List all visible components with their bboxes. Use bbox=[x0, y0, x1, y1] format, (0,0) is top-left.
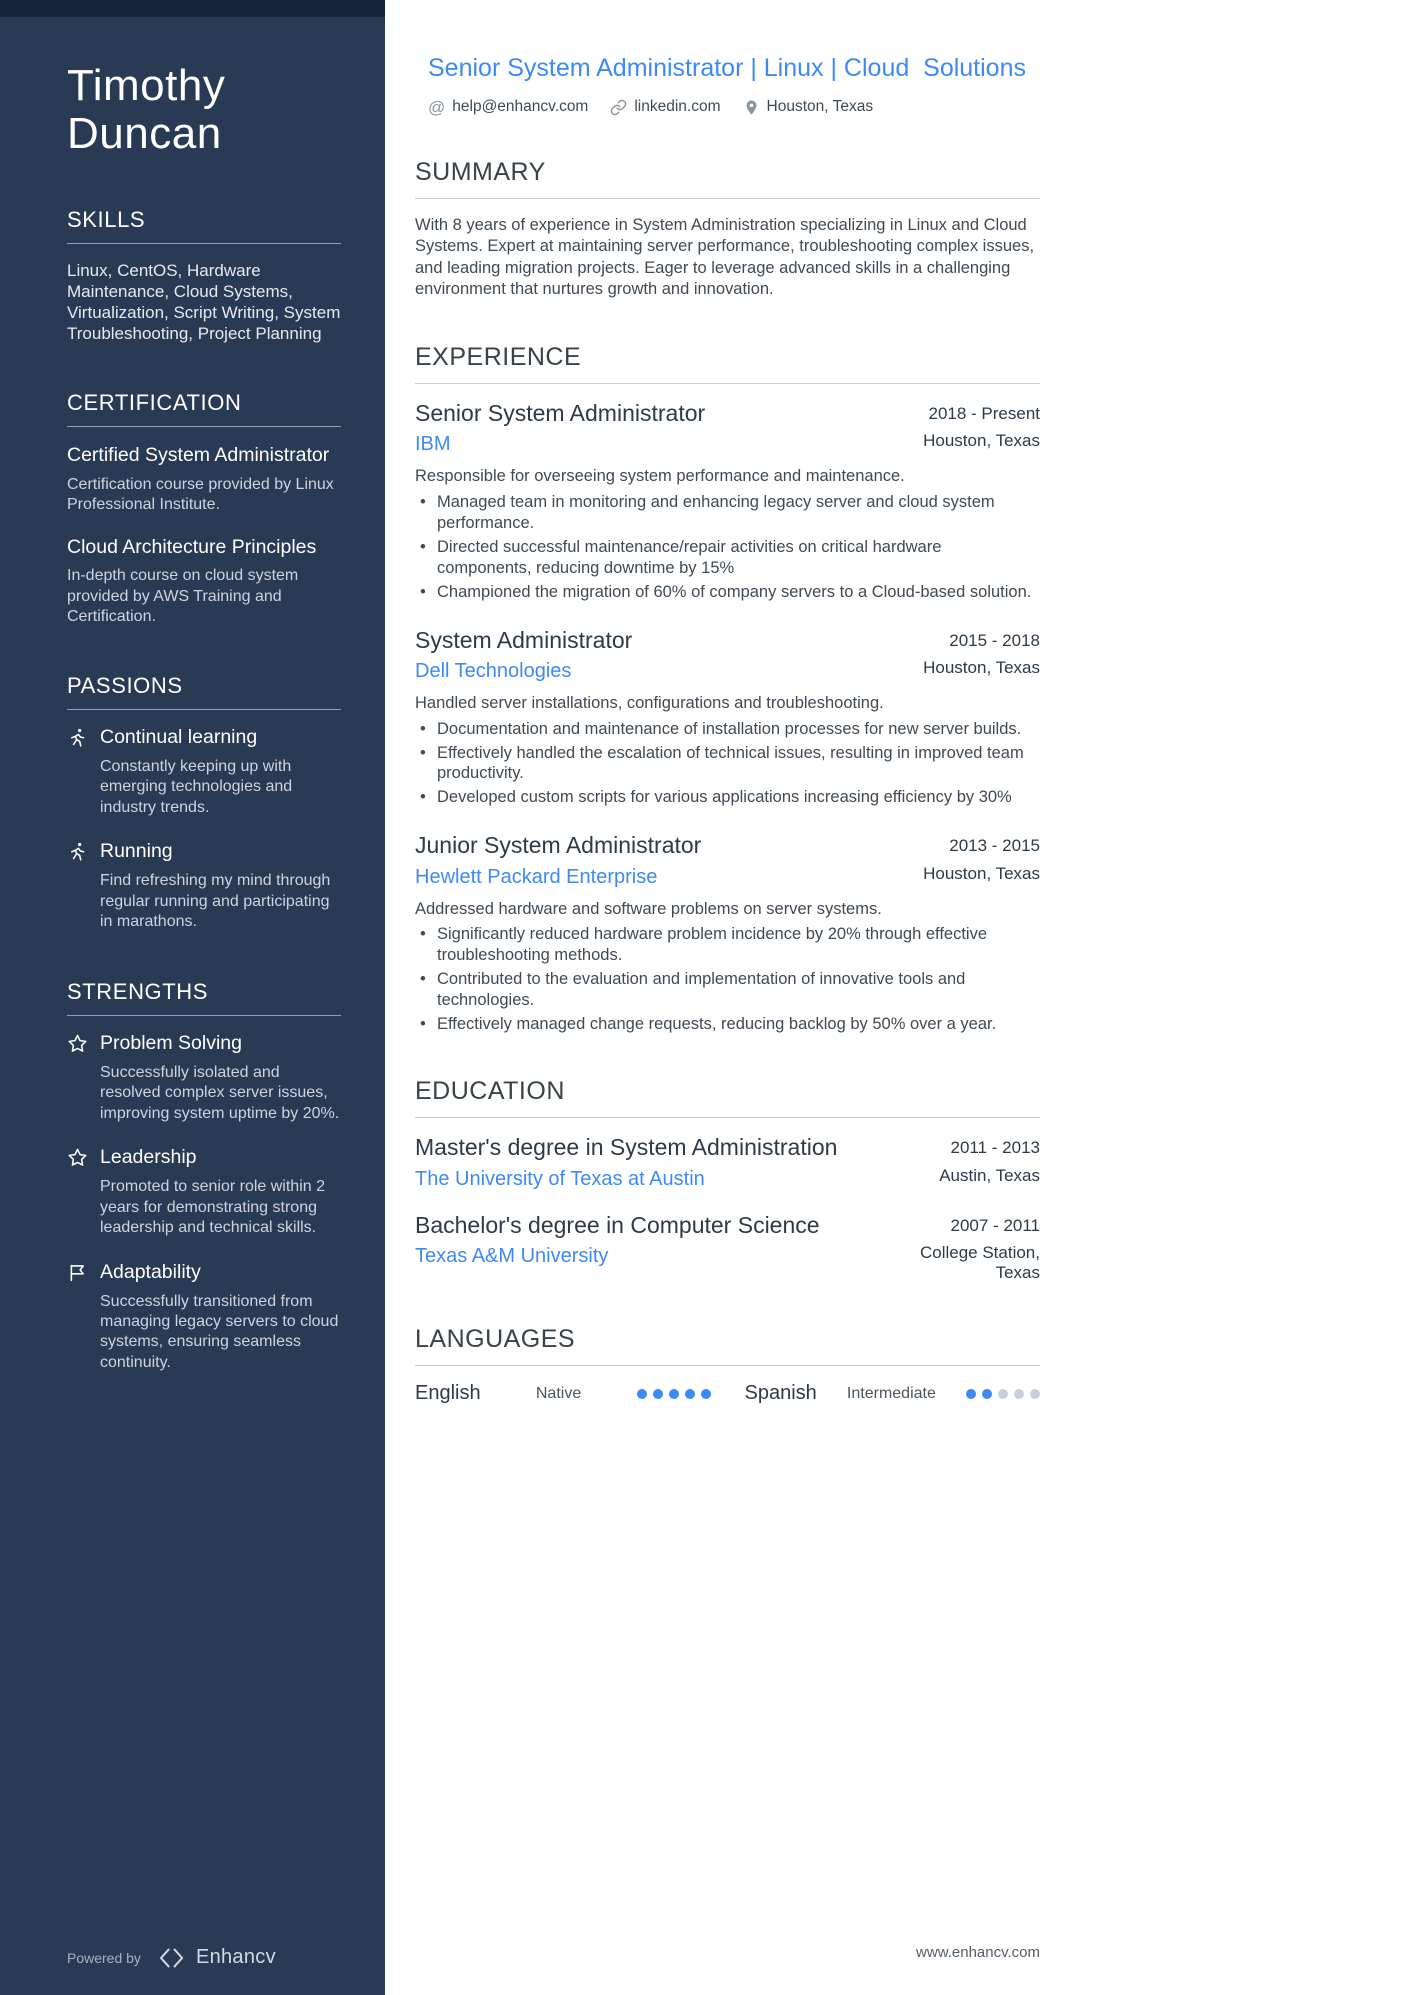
dot-filled bbox=[653, 1389, 663, 1399]
language-proficiency-dots bbox=[966, 1389, 1040, 1399]
runner-icon bbox=[67, 727, 88, 748]
certification-item bbox=[67, 443, 341, 515]
job-bullet: • Directed successful maintenance/repair activities on critical hardware components, reducing downtime by 15% bbox=[415, 537, 1040, 579]
skills-section-title: SKILLS bbox=[67, 207, 341, 244]
certification-section bbox=[67, 390, 341, 627]
sidebar bbox=[0, 0, 385, 1995]
degree-name: Bachelor's degree in Computer Science bbox=[415, 1211, 820, 1238]
education-section-title: EDUCATION bbox=[415, 1077, 1040, 1118]
languages-section-title: LANGUAGES bbox=[415, 1325, 1040, 1366]
job-entry bbox=[415, 832, 1040, 1035]
language-level: Native bbox=[535, 1384, 582, 1402]
job-dates: 2013 - 2015 bbox=[949, 836, 1040, 856]
strength-item bbox=[67, 1146, 341, 1238]
strength-description: Promoted to senior role within 2 years for demonstrating strong leadership and technical skills. bbox=[100, 1178, 325, 1237]
passion-item bbox=[67, 840, 341, 932]
dot-filled bbox=[669, 1389, 679, 1399]
certification-item bbox=[67, 535, 341, 627]
passion-description: Find refreshing my mind through regular running and participating in marathons. bbox=[100, 872, 331, 931]
certification-section-title: CERTIFICATION bbox=[67, 390, 341, 427]
job-role: Junior System Administrator bbox=[415, 832, 702, 859]
language-proficiency-dots bbox=[637, 1389, 711, 1399]
dot-empty bbox=[1014, 1389, 1024, 1399]
skills-section bbox=[67, 207, 341, 344]
strength-title: Adaptability bbox=[100, 1260, 201, 1283]
job-bullet: • Contributed to the evaluation and implementation of innovative tools and technologies. bbox=[415, 969, 1040, 1011]
job-summary: Responsible for overseeing system performance and maintenance. bbox=[415, 467, 905, 486]
star-icon bbox=[67, 1033, 88, 1054]
location-pin-icon bbox=[743, 99, 760, 116]
passions-section bbox=[67, 673, 341, 933]
top-accent-strip bbox=[0, 0, 385, 17]
job-role: Senior System Administrator bbox=[415, 399, 706, 426]
languages-row bbox=[415, 1382, 1040, 1405]
star-icon bbox=[67, 1147, 88, 1168]
job-summary: Handled server installations, configurations and troubleshooting. bbox=[415, 694, 884, 713]
job-dates: 2015 - 2018 bbox=[949, 630, 1040, 650]
school-name: Texas A&M University bbox=[415, 1245, 609, 1268]
degree-name: Master's degree in System Administration bbox=[415, 1134, 838, 1161]
dot-filled bbox=[982, 1389, 992, 1399]
certification-name: Certified System Administrator bbox=[67, 444, 330, 467]
company-name: Hewlett Packard Enterprise bbox=[415, 865, 658, 888]
sidebar-footer bbox=[67, 1946, 276, 1969]
job-bullet: • Championed the migration of 60% of company servers to a Cloud-based solution. bbox=[415, 582, 1040, 603]
strength-title: Leadership bbox=[100, 1146, 197, 1169]
enhancv-website-link[interactable]: www.enhancv.com bbox=[916, 1944, 1040, 1961]
passion-title: Continual learning bbox=[100, 725, 258, 748]
job-location: Houston, Texas bbox=[923, 863, 1040, 883]
passion-item bbox=[67, 726, 341, 818]
dot-filled bbox=[966, 1389, 976, 1399]
link-icon bbox=[610, 99, 627, 116]
email-text: help@enhancv.com bbox=[452, 98, 589, 115]
skills-list: Linux, CentOS, Hardware Maintenance, Cloud Systems, Virtualization, Script Writing, System Troubleshooting, Project Planning bbox=[67, 261, 341, 344]
job-bullet: • Documentation and maintenance of installation processes for new server builds. bbox=[415, 719, 1040, 740]
job-location: Houston, Texas bbox=[923, 431, 1040, 451]
education-location: College Station, Texas bbox=[919, 1243, 1040, 1283]
dot-filled bbox=[701, 1389, 711, 1399]
passions-section-title: PASSIONS bbox=[67, 673, 341, 710]
language-name: Spanish bbox=[744, 1382, 817, 1405]
resume-header bbox=[415, 54, 1040, 116]
linkedin-link[interactable] bbox=[610, 98, 720, 116]
language-entry bbox=[745, 1382, 1041, 1405]
email-icon: @ bbox=[428, 97, 446, 117]
job-bullet: • Managed team in monitoring and enhancing legacy server and cloud system performance. bbox=[415, 492, 1040, 534]
job-summary: Addressed hardware and software problems on server systems. bbox=[415, 899, 882, 918]
job-role: System Administrator bbox=[415, 626, 633, 653]
enhancv-logo-icon bbox=[157, 1947, 187, 1969]
runner-icon bbox=[67, 841, 88, 862]
dot-filled bbox=[637, 1389, 647, 1399]
education-dates: 2007 - 2011 bbox=[950, 1215, 1040, 1235]
passion-description: Constantly keeping up with emerging technologies and industry trends. bbox=[100, 757, 293, 816]
job-location: Houston, Texas bbox=[923, 658, 1040, 678]
job-bullet: • Significantly reduced hardware problem incidence by 20% through effective troubleshooting methods. bbox=[415, 924, 1040, 966]
job-bullets bbox=[415, 924, 1040, 1035]
job-bullets bbox=[415, 719, 1040, 809]
education-entry bbox=[415, 1134, 1040, 1192]
location-item bbox=[743, 98, 874, 116]
school-name: The University of Texas at Austin bbox=[415, 1167, 705, 1190]
certification-name: Cloud Architecture Principles bbox=[67, 536, 317, 559]
job-bullets bbox=[415, 492, 1040, 603]
experience-section-title: EXPERIENCE bbox=[415, 343, 1040, 384]
enhancv-logo-text: Enhancv bbox=[195, 1946, 276, 1968]
language-name: English bbox=[415, 1382, 481, 1405]
strength-description: Successfully isolated and resolved complex server issues, improving system uptime by 20%. bbox=[100, 1063, 340, 1122]
job-entry bbox=[415, 627, 1040, 809]
education-dates: 2011 - 2013 bbox=[950, 1138, 1040, 1158]
enhancv-logo[interactable] bbox=[157, 1946, 276, 1969]
resume-headline: Senior System Administrator | Linux | Cloud Solutions bbox=[428, 54, 1026, 82]
strength-item bbox=[67, 1032, 341, 1124]
company-name: Dell Technologies bbox=[415, 660, 572, 683]
company-name: IBM bbox=[415, 433, 451, 456]
strength-item bbox=[67, 1261, 341, 1374]
job-bullet: • Effectively managed change requests, reducing backlog by 50% over a year. bbox=[415, 1014, 1040, 1035]
summary-section bbox=[415, 158, 1040, 301]
powered-by-label: Powered by bbox=[67, 1949, 141, 1966]
dot-empty bbox=[998, 1389, 1008, 1399]
strength-title: Problem Solving bbox=[100, 1031, 242, 1054]
dot-empty bbox=[1030, 1389, 1040, 1399]
email-link[interactable] bbox=[428, 98, 588, 116]
candidate-name: Timothy Duncan bbox=[67, 61, 226, 158]
experience-section bbox=[415, 343, 1040, 1035]
location-text: Houston, Texas bbox=[766, 98, 874, 115]
job-bullet: • Developed custom scripts for various applications increasing efficiency by 30% bbox=[415, 787, 1040, 808]
job-entry bbox=[415, 400, 1040, 603]
resume-main bbox=[385, 0, 1410, 1995]
certification-description: Certification course provided by Linux Professional Institute. bbox=[67, 475, 334, 513]
strengths-section-title: STRENGTHS bbox=[67, 979, 341, 1016]
summary-text: With 8 years of experience in System Administration specializing in Linux and Cloud Systems. Expert at maintaining server performance, troubleshooting complex issues, and leading migration projects. Eager to leverage advanced skills in a challenging environment that nurtures growth and innovation. bbox=[415, 216, 1035, 299]
linkedin-text: linkedin.com bbox=[634, 98, 721, 115]
strengths-section bbox=[67, 979, 341, 1374]
education-entry bbox=[415, 1212, 1040, 1284]
language-level: Intermediate bbox=[846, 1384, 936, 1402]
flag-icon bbox=[67, 1262, 88, 1283]
job-dates: 2018 - Present bbox=[928, 403, 1040, 423]
education-section bbox=[415, 1077, 1040, 1283]
passion-title: Running bbox=[100, 840, 173, 863]
summary-section-title: SUMMARY bbox=[415, 158, 1040, 199]
job-bullet: • Effectively handled the escalation of technical issues, resulting in improved team productivity. bbox=[415, 743, 1040, 785]
language-entry bbox=[415, 1382, 711, 1405]
education-location: Austin, Texas bbox=[939, 1165, 1040, 1185]
contact-row bbox=[428, 98, 1040, 116]
languages-section bbox=[415, 1325, 1040, 1405]
strength-description: Successfully transitioned from managing legacy servers to cloud systems, ensuring seamless continuity. bbox=[100, 1292, 339, 1371]
dot-filled bbox=[685, 1389, 695, 1399]
certification-description: In-depth course on cloud system provided by AWS Training and Certification. bbox=[67, 567, 299, 625]
